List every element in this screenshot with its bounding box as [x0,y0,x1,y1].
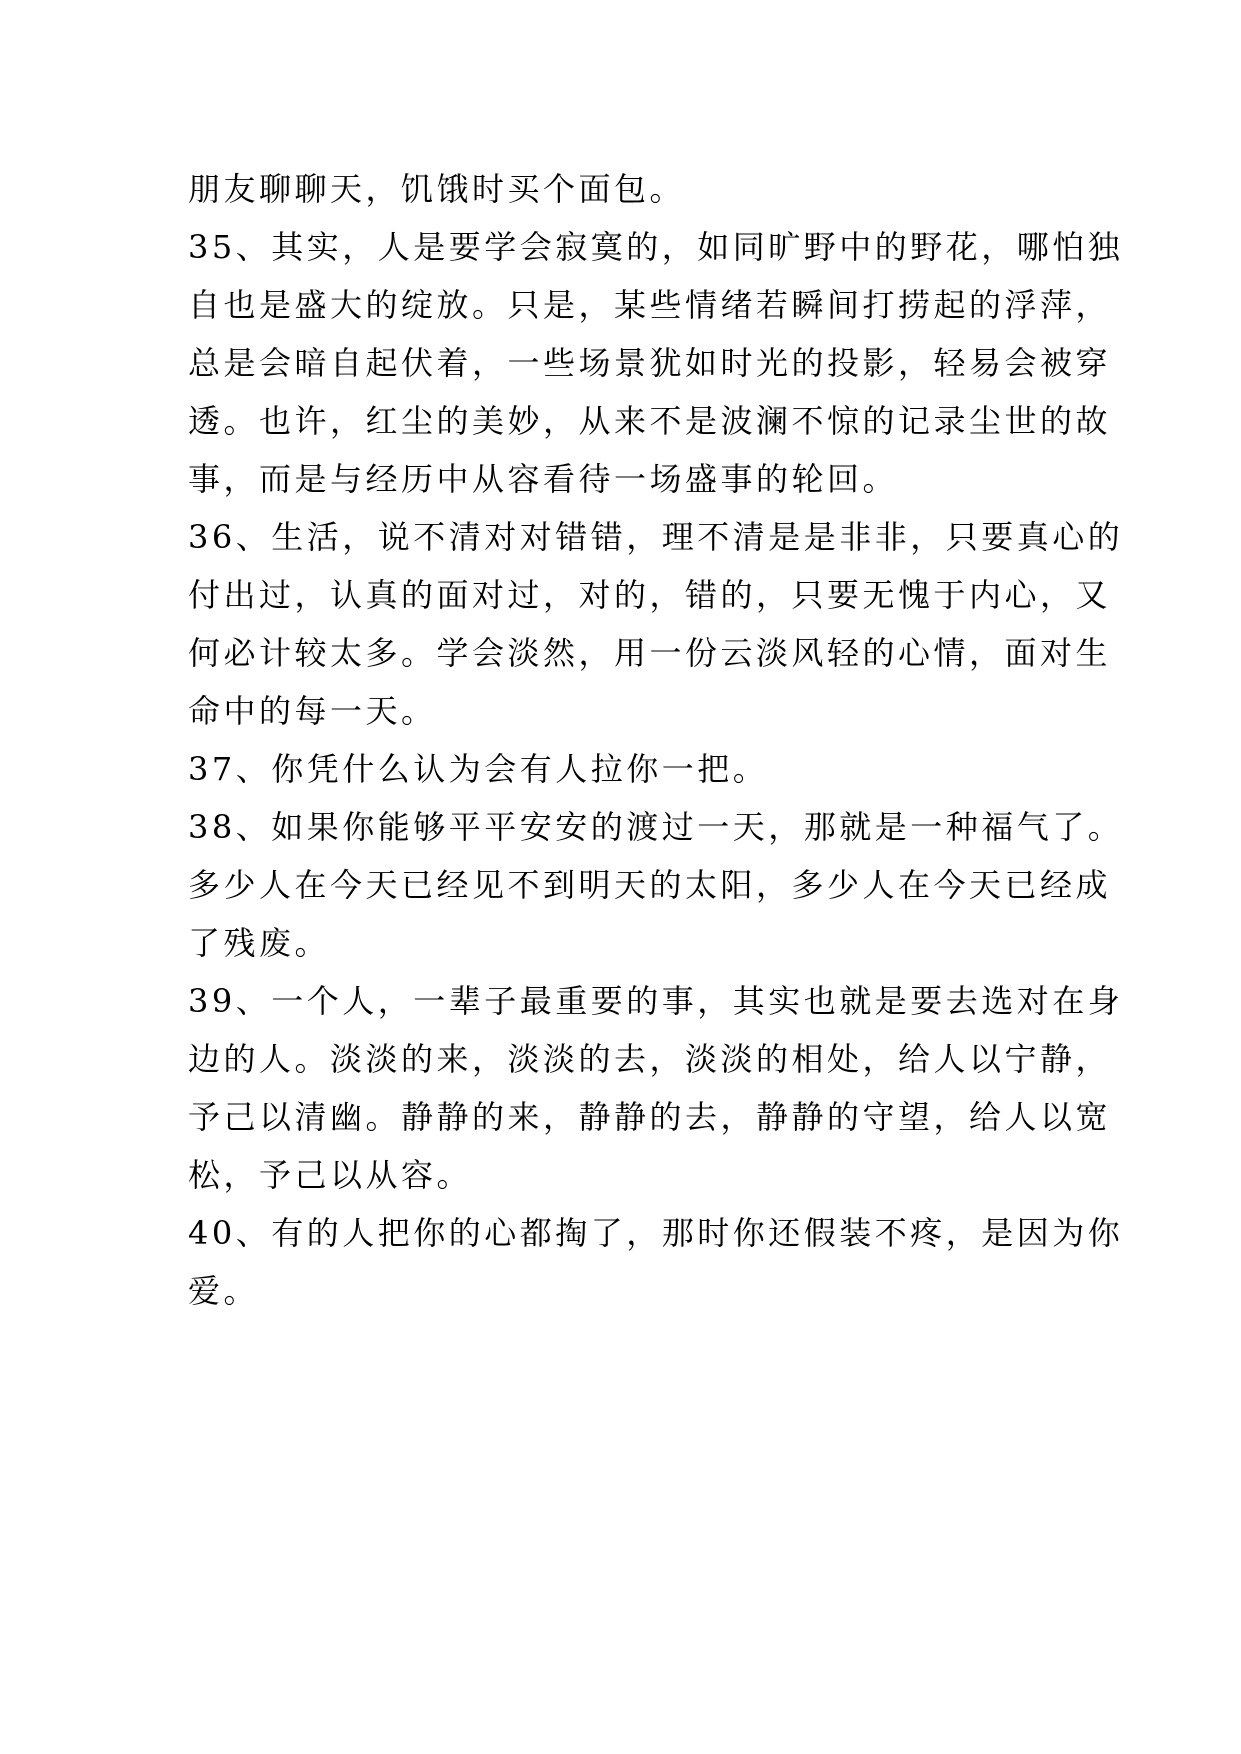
document-body [188,160,1124,1320]
text-line: 事，而是与经历中从容看待一场盛事的轮回。 [188,460,899,498]
text-line: 朋友聊聊天，饥饿时买个面包。 [188,170,686,208]
text-line: 总是会暗自起伏着，一些场景犹如时光的投影，轻易会被穿 [188,344,1112,382]
text-line: 自也是盛大的绽放。只是，某些情绪若瞬间打捞起的浮萍， [188,286,1112,324]
text-line: 40、有的人把你的心都掏了，那时你还假装不疼，是因为你 [188,1214,1124,1252]
text-line: 予己以清幽。静静的来，静静的去，静静的守望，给人以宽 [188,1098,1112,1136]
text-line: 37、你凭什么认为会有人拉你一把。 [188,750,769,788]
text-line: 松，予己以从容。 [188,1156,473,1194]
text-line: 爱。 [188,1272,260,1310]
text-line: 38、如果你能够平平安安的渡过一天，那就是一种福气了。 [188,808,1124,846]
text-line: 命中的每一天。 [188,692,437,730]
text-line: 35、其实，人是要学会寂寞的，如同旷野中的野花，哪怕独 [188,228,1124,266]
text-line: 了残废。 [188,924,331,962]
text-line: 边的人。淡淡的来，淡淡的去，淡淡的相处，给人以宁静， [188,1040,1112,1078]
text-line: 透。也许，红尘的美妙，从来不是波澜不惊的记录尘世的故 [188,402,1112,440]
text-line: 付出过，认真的面对过，对的，错的，只要无愧于内心，又 [188,576,1112,614]
text-line: 何必计较太多。学会淡然，用一份云淡风轻的心情，面对生 [188,634,1112,672]
text-line: 多少人在今天已经见不到明天的太阳，多少人在今天已经成 [188,866,1112,904]
text-line: 39、一个人，一辈子最重要的事，其实也就是要去选对在身 [188,982,1124,1020]
text-line: 36、生活，说不清对对错错，理不清是是非非，只要真心的 [188,518,1124,556]
